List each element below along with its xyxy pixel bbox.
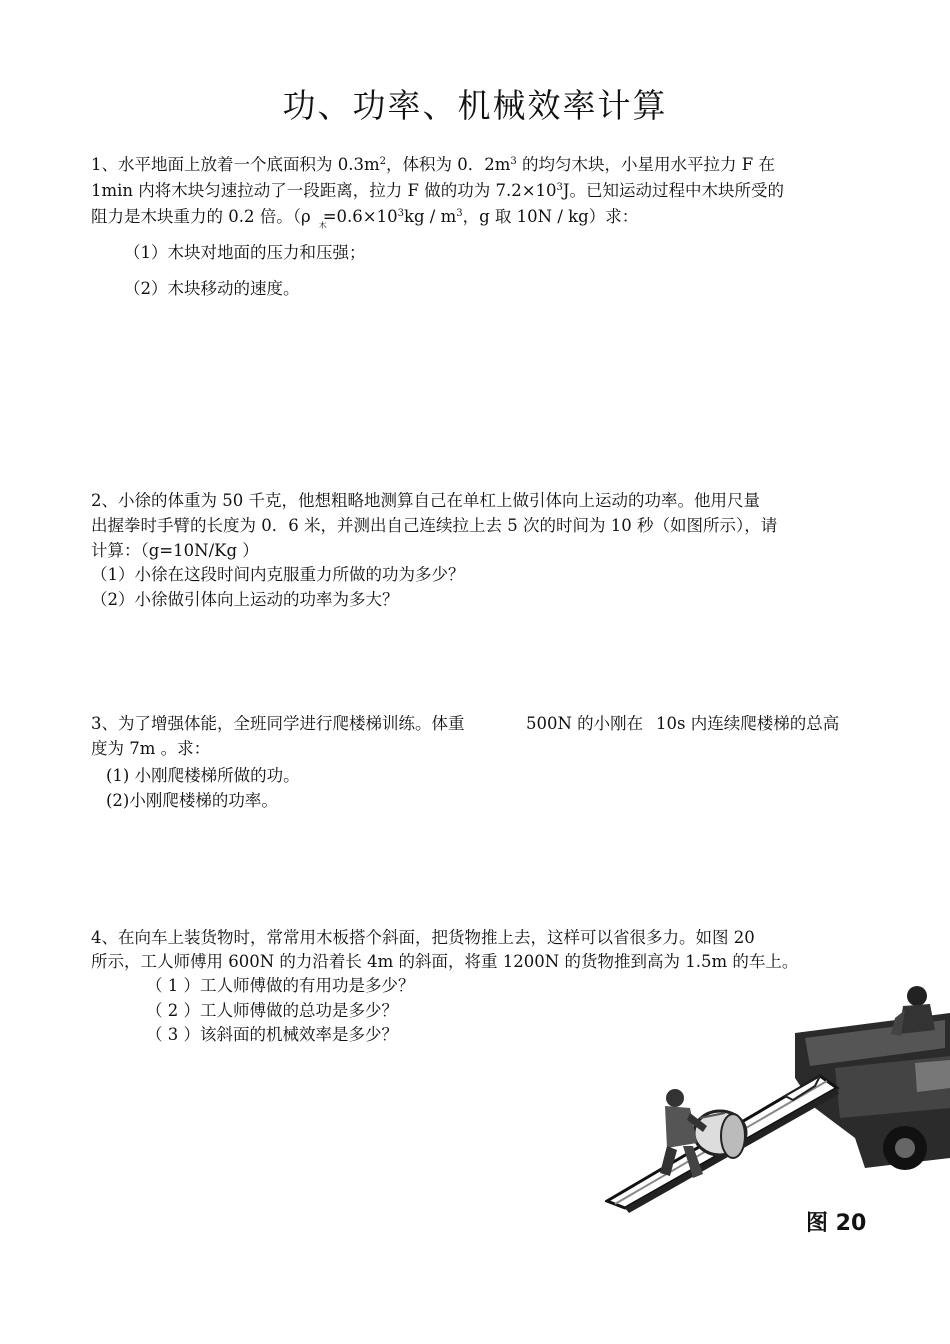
q3-part-2: (2)小刚爬楼梯的功率。 xyxy=(106,791,278,810)
q1-line-2b: J。已知运动过程中木块所受的 xyxy=(562,181,785,200)
q4-line-1: 4、在向车上装货物时，常常用木板搭个斜面，把货物推上去，这样可以省很多力。如图 20 xyxy=(91,928,755,947)
q3-line-2: 度为 7m 。求： xyxy=(91,739,211,758)
q4-part-1: （ 1 ）工人师傅做的有用功是多少？ xyxy=(146,976,415,995)
q1-line-1a: 1、水平地面上放着一个底面积为 0.3m xyxy=(91,155,380,174)
q3-line-1b: 500N 的小刚在 xyxy=(526,714,644,733)
q1-line-1c: 的均匀木块，小星用水平拉力 F 在 xyxy=(516,155,775,174)
q1-line-1b: ，体积为 0．2m xyxy=(386,155,511,174)
q3-line-1c: 10s 内连续爬楼梯的总高 xyxy=(656,714,840,733)
q1-line-2 xyxy=(91,180,784,205)
q1-sup-density-unit: 3 xyxy=(456,208,463,219)
q2-line-3: 计算：（g=10N/Kg ） xyxy=(91,541,259,560)
q2-part-1: （1）小徐在这段时间内克服重力所做的功为多少？ xyxy=(91,565,465,584)
q1-part-2: （2）木块移动的速度。 xyxy=(124,279,300,298)
q1-line-3c: kg / m xyxy=(403,207,457,226)
q1-line-3b: =0.6×10 xyxy=(322,207,398,226)
q1-sup-volume: 3 xyxy=(510,156,517,167)
q1-line-3 xyxy=(91,206,638,231)
q2-line-1: 2、小徐的体重为 50 千克，他想粗略地测算自己在单杠上做引体向上运动的功率。他用尺量 xyxy=(91,491,760,510)
q1-sup-area: 2 xyxy=(379,156,387,167)
figure-label: 图 20 xyxy=(806,1211,867,1236)
q1-line-2a: 1min 内将木块匀速拉动了一段距离，拉力 F 做的功为 7.2×10 xyxy=(91,181,557,200)
q1-part-1: （1）木块对地面的压力和压强； xyxy=(124,243,366,262)
ramp-truck-figure xyxy=(605,968,950,1213)
q1-line-3d: ，g 取 10N / kg）求： xyxy=(462,207,639,226)
q1-sub-wood: 木 xyxy=(318,221,327,230)
q3-line-1a: 3、为了增强体能，全班同学进行爬楼梯训练。体重 xyxy=(91,714,465,733)
page-title: 功、功率、机械效率计算 xyxy=(282,86,668,125)
q3-part-1: (1) 小刚爬楼梯所做的功。 xyxy=(106,766,300,785)
q2-line-2: 出握拳时手臂的长度为 0．6 米，并测出自己连续拉上去 5 次的时间为 10 秒（如图所示），请 xyxy=(91,516,778,535)
q4-part-3: （ 3 ）该斜面的机械效率是多少？ xyxy=(146,1025,398,1044)
q4-line-2: 所示，工人师傅用 600N 的力沿着长 4m 的斜面，将重 1200N 的货物推到高为 1.5m 的车上。 xyxy=(91,952,799,971)
q1-sup-work: 3 xyxy=(556,182,563,193)
truck-worker xyxy=(891,986,935,1036)
q1-line-1 xyxy=(91,154,775,179)
q2-part-2: （2）小徐做引体向上运动的功率为多大？ xyxy=(91,590,399,609)
q1-sup-density: 3 xyxy=(397,208,404,219)
q1-line-3a: 阻力是木块重力的 0.2 倍。（ρ xyxy=(91,207,311,226)
q4-part-2: （ 2 ）工人师傅做的总功是多少？ xyxy=(146,1001,398,1020)
